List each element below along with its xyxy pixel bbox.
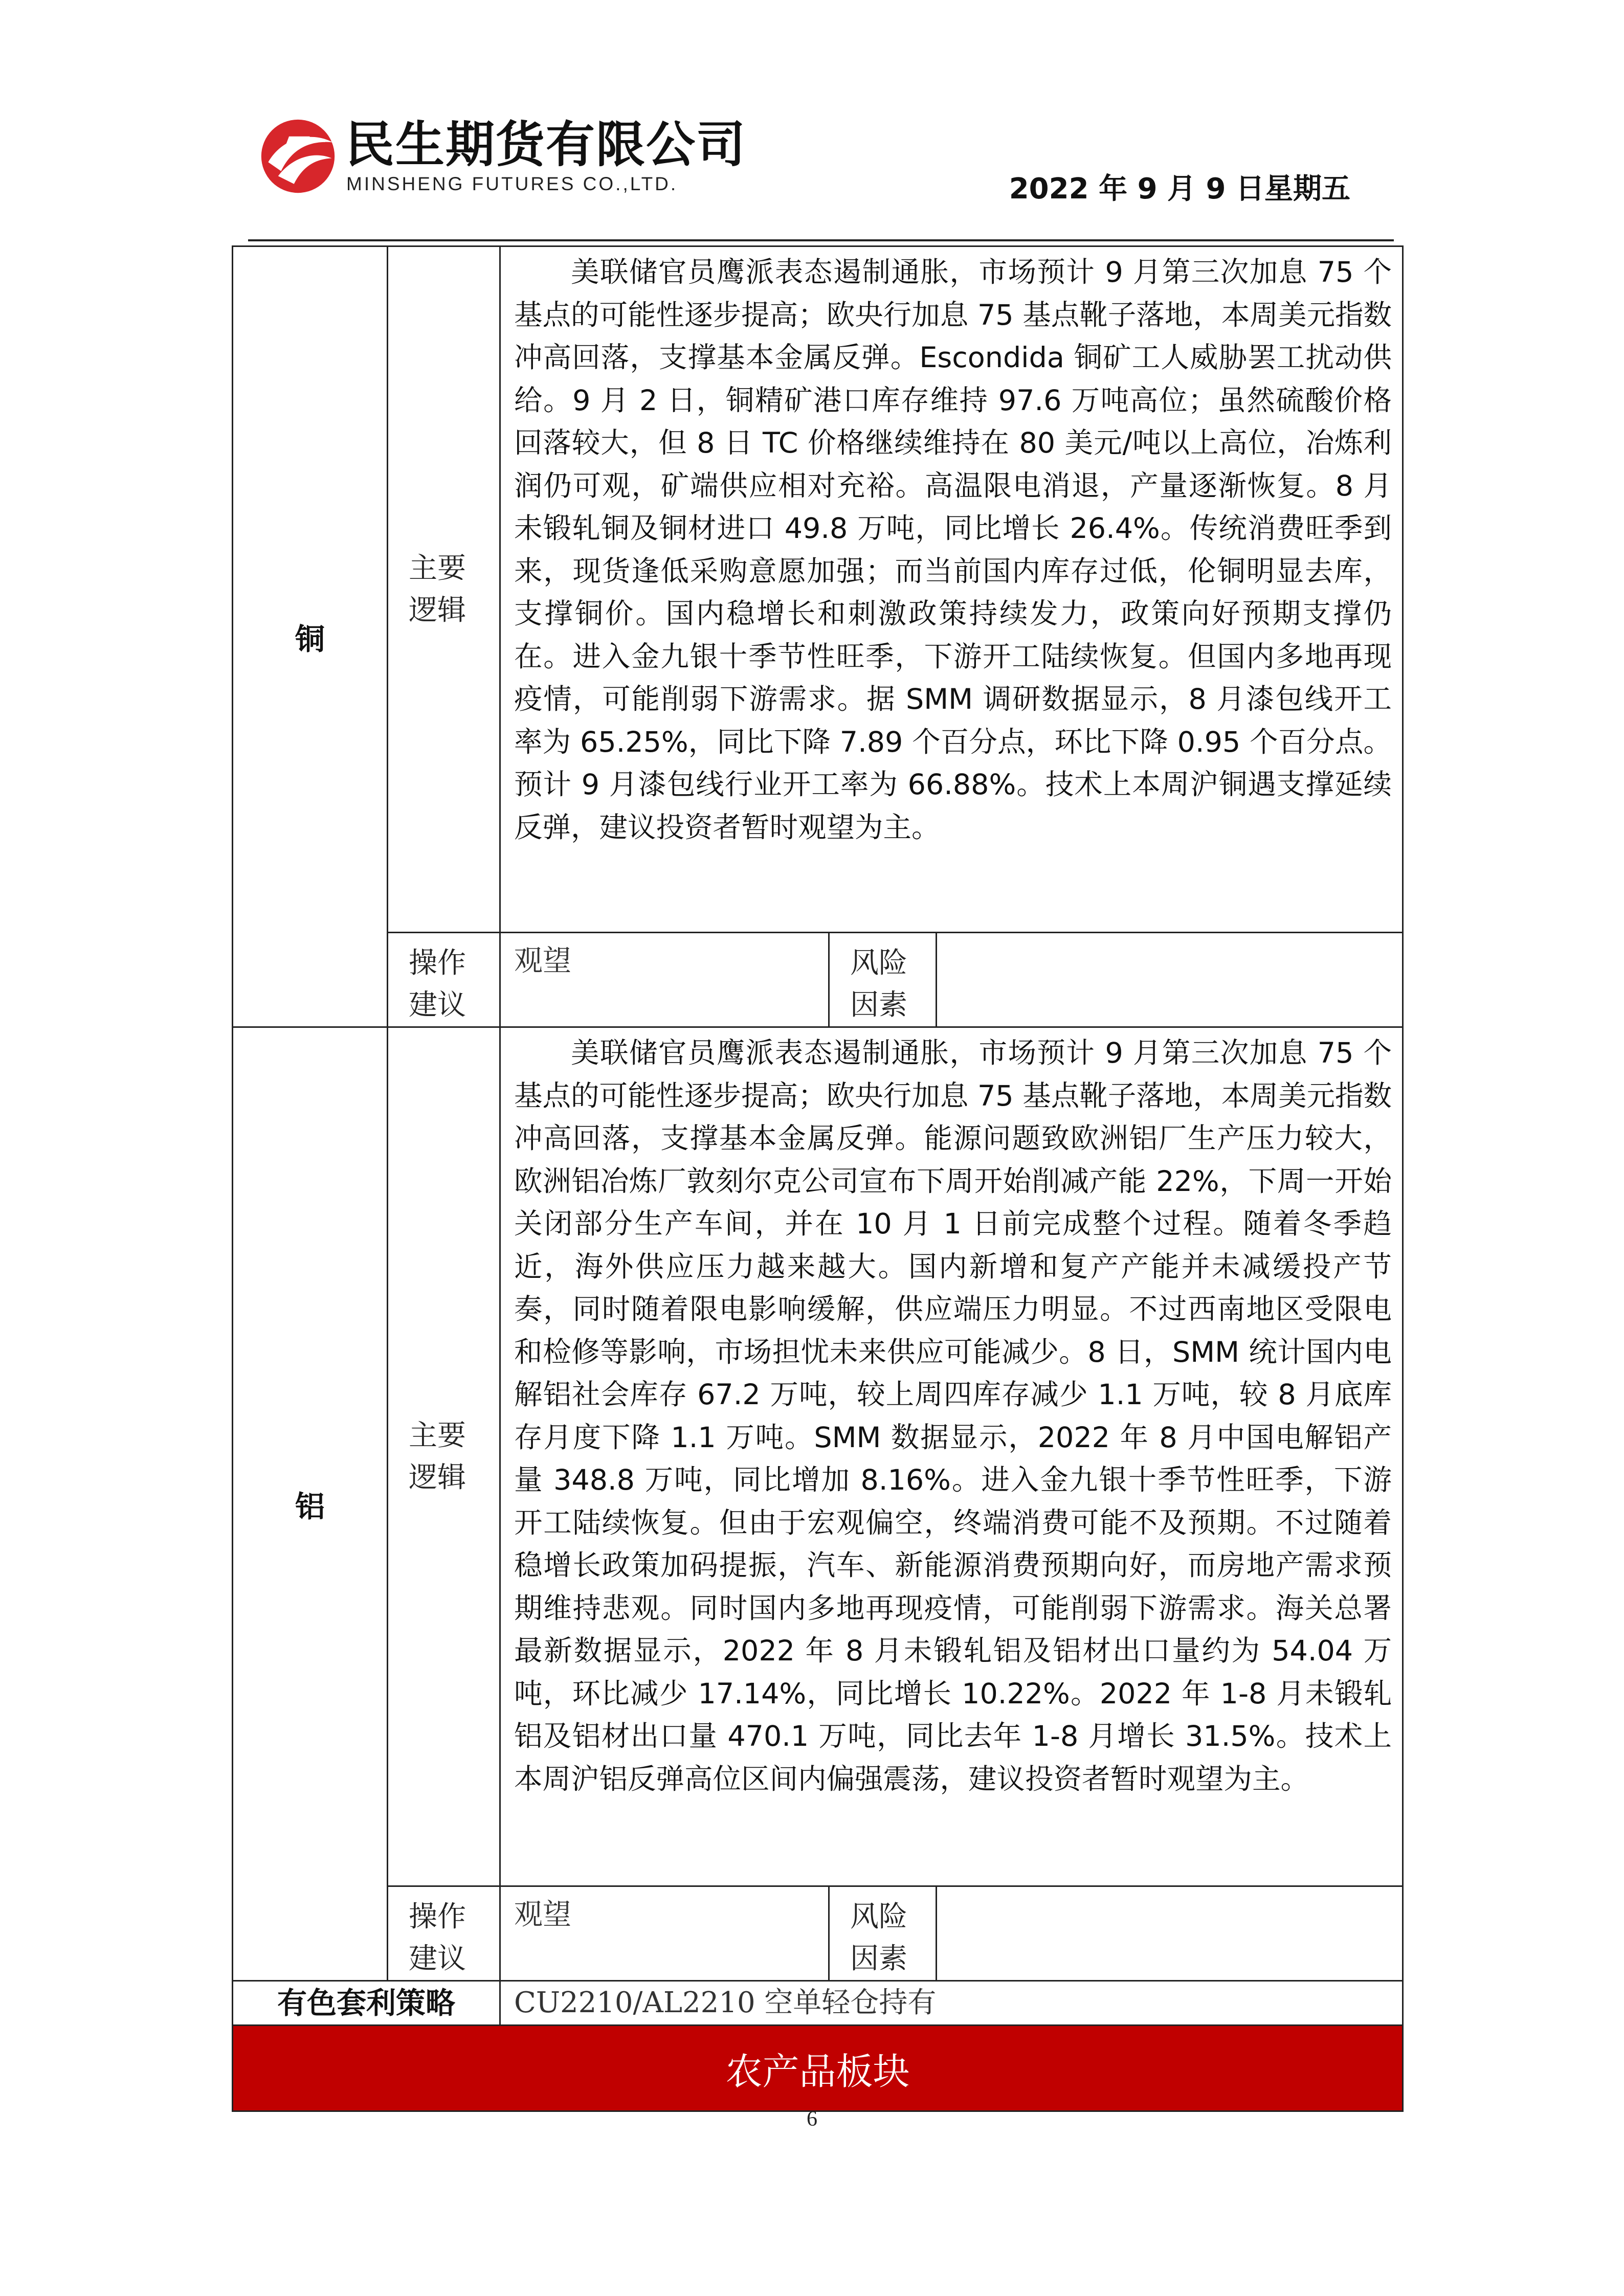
section-banner: 农产品板块: [233, 2025, 1403, 2111]
aluminum-risk-label-text: 风险因素: [850, 1900, 907, 1975]
copper-risk-label: [829, 933, 937, 1027]
aluminum-risk-value: [937, 1886, 1403, 1981]
copper-op-label-text: 操作建议: [409, 947, 466, 1022]
section-banner-row: [233, 2025, 1403, 2111]
aluminum-operation-row: [233, 1886, 1403, 1981]
copper-op-value: 观望: [500, 933, 829, 1027]
aluminum-op-label-text: 操作建议: [409, 1900, 466, 1975]
copper-logic-row: [233, 246, 1403, 933]
minsheng-logo-icon: [258, 117, 338, 196]
company-logo: [258, 117, 744, 209]
copper-logic-label: [388, 246, 500, 933]
copper-category: 铜: [233, 246, 388, 1027]
aluminum-category: 铝: [233, 1027, 388, 1981]
aluminum-logic-row: [233, 1027, 1403, 1886]
metals-report-table: [232, 245, 1404, 2112]
aluminum-risk-label: [829, 1886, 937, 1981]
strategy-value: CU2210/AL2210 空单轻仓持有: [500, 1981, 1403, 2025]
aluminum-logic-label-text: 主要逻辑: [409, 1419, 466, 1494]
copper-logic-text: 美联储官员鹰派表态遏制通胀，市场预计 9 月第三次加息 75 个基点的可能性逐步提高；欧央行加息 75 基点靴子落地，本周美元指数冲高回落，支撑基本金属反弹。Escondida 铜矿工人威胁罢工扰动供给。9 月 2 日，铜精矿港口库存维持 97.6 万吨高位；虽然硫酸价格回落较大，但 8 日 TC 价格继续维持在 80 美元/吨以上高位，冶炼利润仍可观，矿端供应相对充裕。高温限电消退，产量逐渐恢复。8 月未锻轧铜及铜材进口 49.8 万吨，同比增长 26.4%。传统消费旺季到来，现货逢低采购意愿加强；而当前国内库存过低，伦铜明显去库，支撑铜价。国内稳增长和刺激政策持续发力，政策向好预期支撑仍在。进入金九银十季节性旺季，下游开工陆续恢复。但国内多地再现疫情，可能削弱下游需求。据 SMM 调研数据显示，8 月漆包线开工率为 65.25%，同比下降 7.89 个百分点，环比下降 0.95 个百分点。预计 9 月漆包线行业开工率为 66.88%。技术上本周沪铜遇支撑延续反弹，建议投资者暂时观望为主。: [514, 256, 1392, 844]
copper-logic-label-text: 主要逻辑: [409, 551, 466, 627]
copper-logic-text-cell: [500, 246, 1403, 933]
header-divider: [248, 239, 1394, 241]
copper-op-label: [388, 933, 500, 1027]
aluminum-op-label: [388, 1886, 500, 1981]
page-number: 6: [807, 2107, 817, 2131]
aluminum-logic-label: [388, 1027, 500, 1886]
copper-risk-value: [937, 933, 1403, 1027]
company-name-en: MINSHENG FUTURES CO.,LTD.: [346, 173, 678, 194]
copper-risk-label-text: 风险因素: [850, 947, 907, 1022]
strategy-row: [233, 1981, 1403, 2025]
company-name-cn: 民生期货有限公司: [345, 116, 746, 173]
report-date: 2022 年 9 月 9 日星期五: [1009, 172, 1350, 206]
aluminum-logic-text-cell: [500, 1027, 1403, 1886]
aluminum-logic-text: 美联储官员鹰派表态遏制通胀，市场预计 9 月第三次加息 75 个基点的可能性逐步提高；欧央行加息 75 基点靴子落地，本周美元指数冲高回落，支撑基本金属反弹。能源问题致欧洲铝厂生产压力较大，欧洲铝冶炼厂敦刻尔克公司宣布下周开始削减产能 22%，下周一开始关闭部分生产车间，并在 10 月 1 日前完成整个过程。随着冬季趋近，海外供应压力越来越大。国内新增和复产产能并未减缓投产节奏，同时随着限电影响缓解，供应端压力明显。不过西南地区受限电和检修等影响，市场担忧未来供应可能减少。8 日，SMM 统计国内电解铝社会库存 67.2 万吨，较上周四库存减少 1.1 万吨，较 8 月底库存月度下降 1.1 万吨。SMM 数据显示，2022 年 8 月中国电解铝产量 348.8 万吨，同比增加 8.16%。进入金九银十季节性旺季，下游开工陆续恢复。但由于宏观偏空，终端消费可能不及预期。不过随着稳增长政策加码提振，汽车、新能源消费预期向好，而房地产需求预期维持悲观。同时国内多地再现疫情，可能削弱下游需求。海关总署最新数据显示，2022 年 8 月未锻轧铝及铝材出口量约为 54.04 万吨，环比减少 17.14%，同比增长 10.22%。2022 年 1-8 月未锻轧铝及铝材出口量 470.1 万吨，同比去年 1-8 月增长 31.5%。技术上本周沪铝反弹高位区间内偏强震荡，建议投资者暂时观望为主。: [514, 1037, 1392, 1796]
strategy-label: 有色套利策略: [233, 1981, 500, 2025]
aluminum-op-value: 观望: [500, 1886, 829, 1981]
copper-operation-row: [233, 933, 1403, 1027]
